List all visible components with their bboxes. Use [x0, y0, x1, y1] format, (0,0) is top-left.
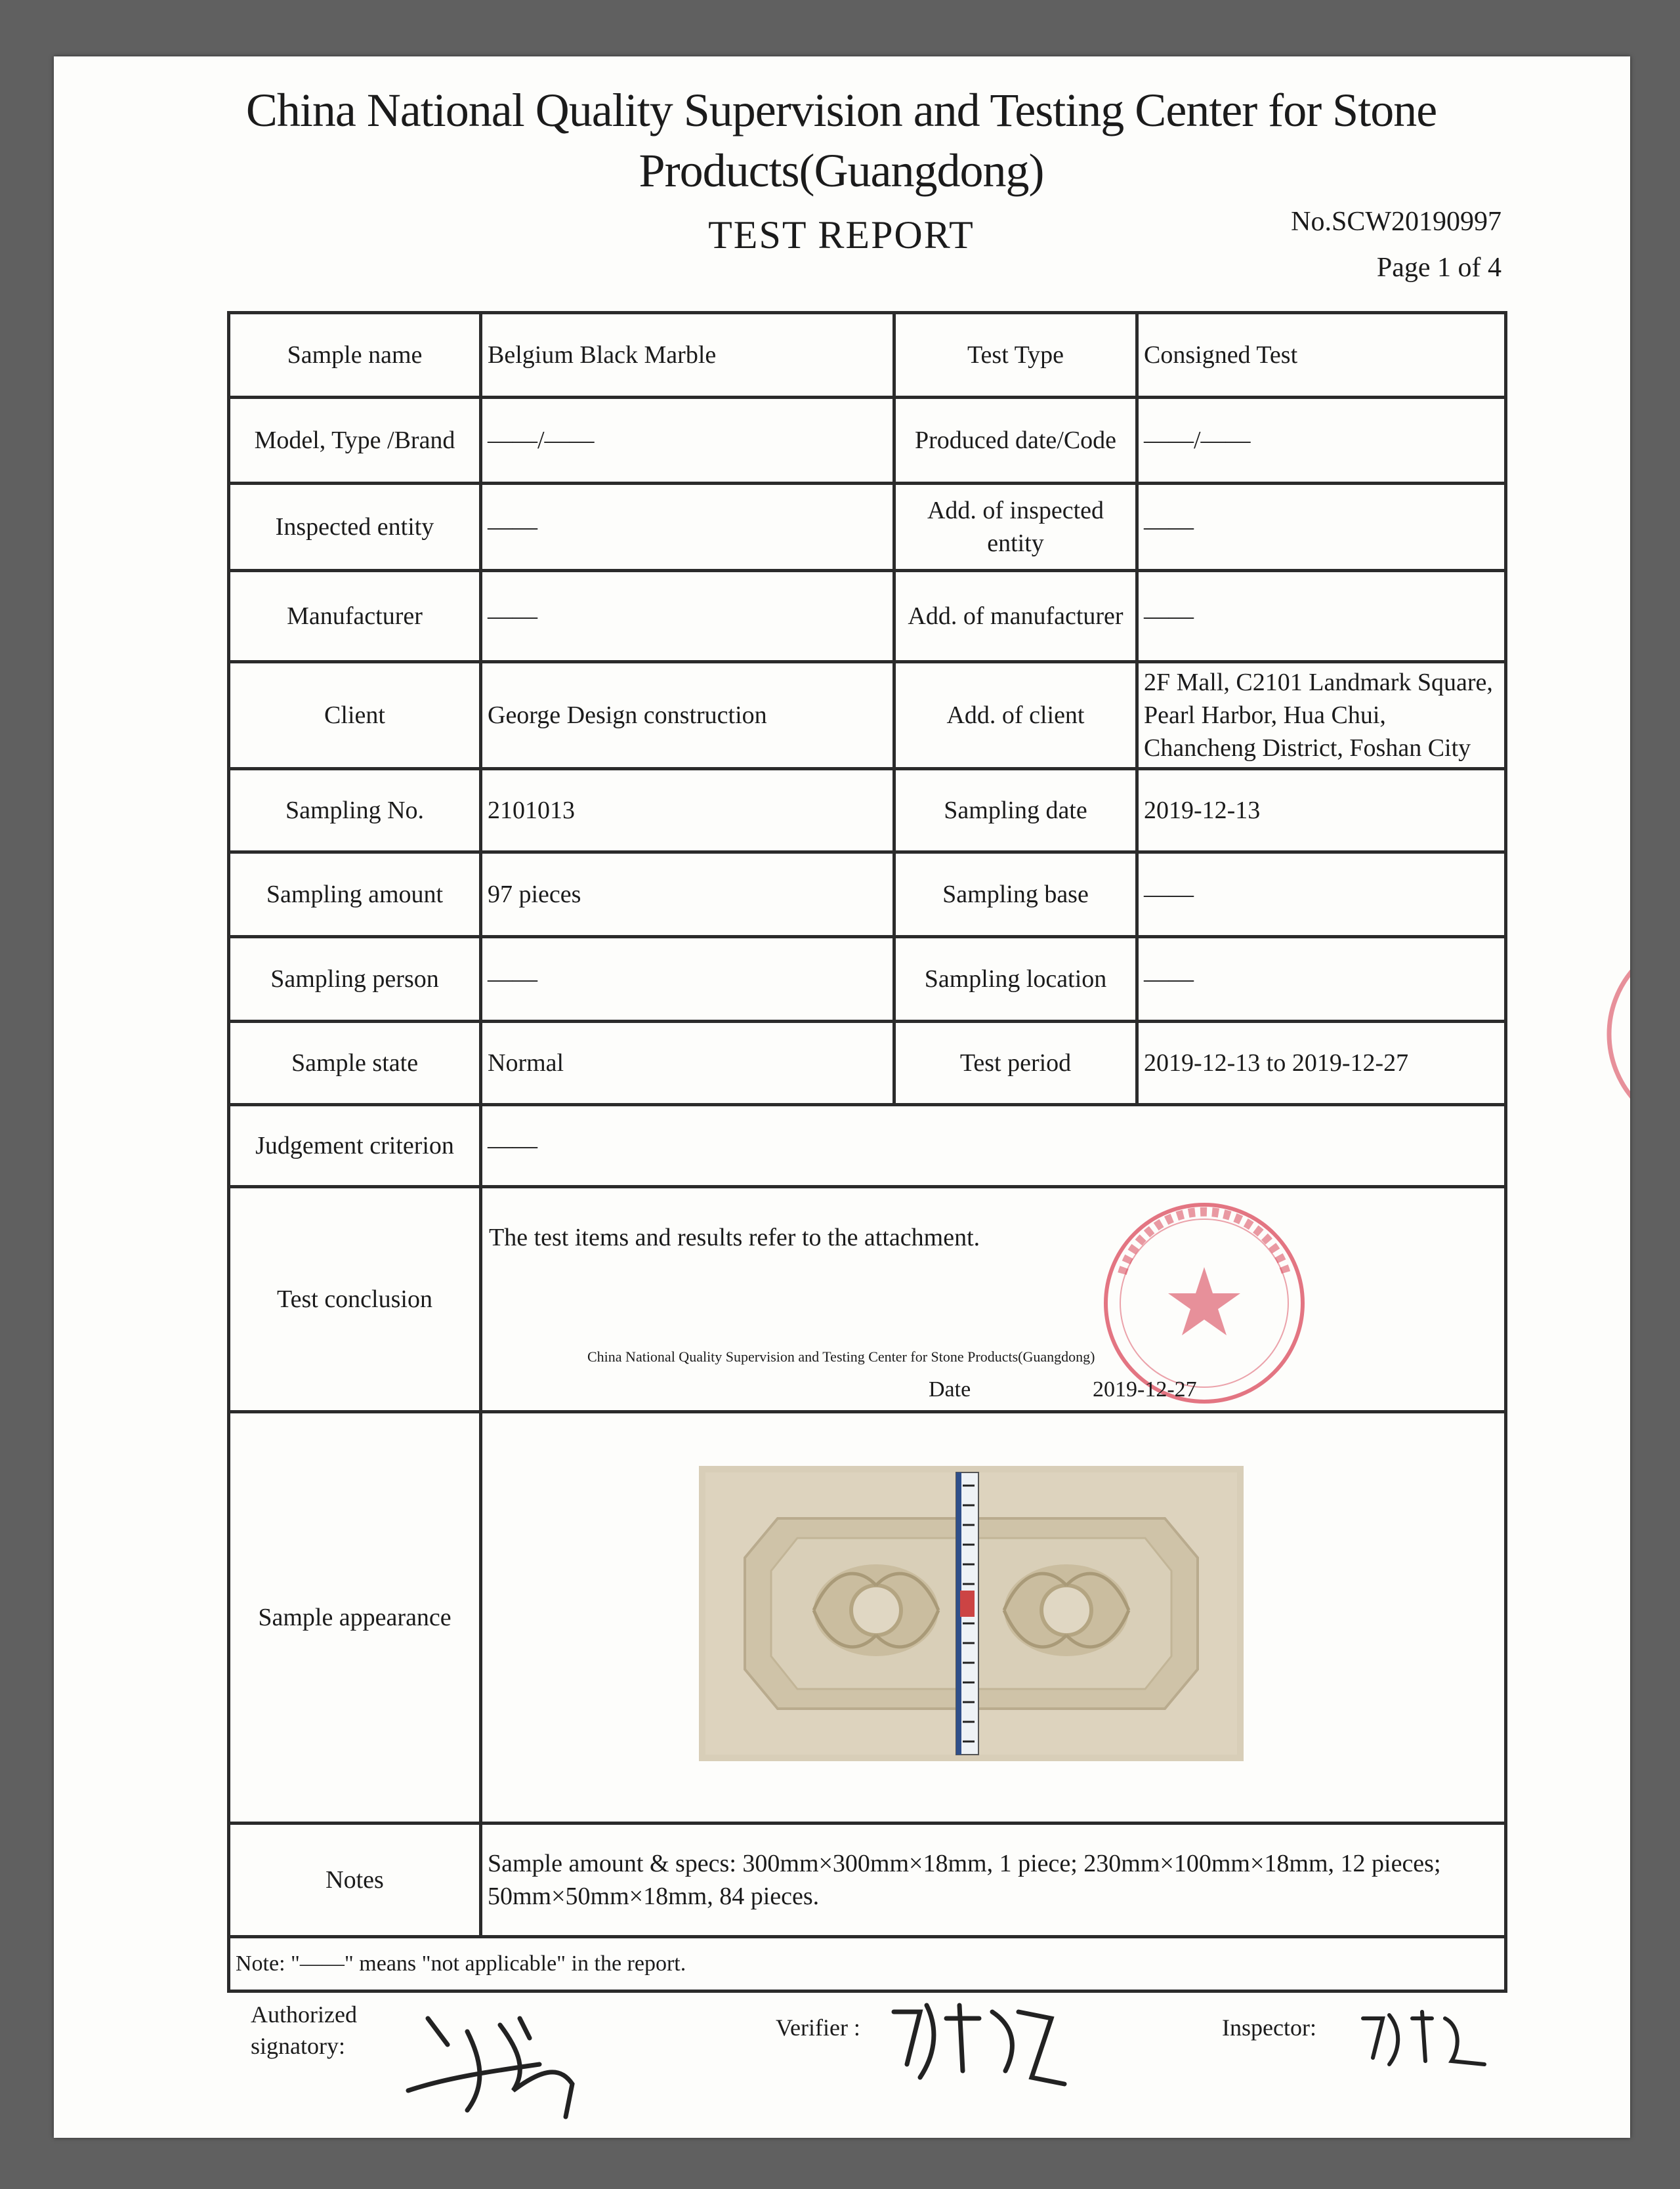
table-row [229, 769, 1506, 852]
table-row [229, 852, 1506, 937]
client-address-label: Add. of client [894, 662, 1137, 769]
sampling-location-label: Sampling location [894, 937, 1137, 1022]
sample-name-value: Belgium Black Marble [481, 313, 894, 398]
table-row [229, 398, 1506, 484]
edge-seal-icon [1596, 923, 1630, 1146]
sample-appearance-cell [481, 1412, 1506, 1824]
page-indicator: Page 1 of 4 [1376, 253, 1502, 283]
carved-stone-sample-photo [699, 1466, 1244, 1761]
test-period-value: 2019-12-13 to 2019-12-27 [1137, 1022, 1506, 1105]
table-row [229, 484, 1506, 571]
manufacturer-address-label: Add. of manufacturer [894, 571, 1137, 662]
report-table [227, 311, 1507, 1993]
sampling-location-value: —— [1137, 937, 1506, 1022]
signature-block [224, 1992, 1511, 2137]
report-number: No.SCW20190997 [1291, 207, 1502, 237]
judgement-criterion-label: Judgement criterion [229, 1105, 481, 1187]
sampling-no-value: 2101013 [481, 769, 894, 852]
conclusion-date-label: Date [929, 1377, 971, 1402]
sampling-date-value: 2019-12-13 [1137, 769, 1506, 852]
test-type-label: Test Type [894, 313, 1137, 398]
test-type-value: Consigned Test [1137, 313, 1506, 398]
inspected-entity-address-label: Add. of inspected entity [894, 484, 1137, 571]
test-conclusion-label: Test conclusion [229, 1187, 481, 1412]
inspected-entity-value: —— [481, 484, 894, 571]
produced-date-code-value: ——/—— [1137, 398, 1506, 484]
sampling-amount-label: Sampling amount [229, 852, 481, 937]
organization-title: China National Quality Supervision and Testing Center for Stone Products(Guangdong) [245, 84, 1437, 197]
table-row [229, 662, 1506, 769]
table-row [229, 937, 1506, 1022]
verifier-label: Verifier : [776, 2014, 860, 2041]
manufacturer-value: —— [481, 571, 894, 662]
sampling-date-label: Sampling date [894, 769, 1137, 852]
verifier-signature-icon [881, 1992, 1078, 2091]
table-row [229, 1937, 1506, 1991]
table-row [229, 571, 1506, 662]
model-type-brand-label: Model, Type /Brand [229, 398, 481, 484]
inspected-entity-address-value: —— [1137, 484, 1506, 571]
produced-date-code-label: Produced date/Code [894, 398, 1137, 484]
sampling-person-value: —— [481, 937, 894, 1022]
authorized-signature-icon [388, 1992, 605, 2123]
manufacturer-address-value: —— [1137, 571, 1506, 662]
sample-state-label: Sample state [229, 1022, 481, 1105]
test-conclusion-cell [481, 1187, 1506, 1412]
testing-center-name: China National Quality Supervision and Testing Center for Stone Products(Guangdong) [587, 1348, 1095, 1365]
inspected-entity-label: Inspected entity [229, 484, 481, 571]
table-row [229, 1187, 1506, 1412]
table-row [229, 1105, 1506, 1187]
table-row [229, 313, 1506, 398]
test-report-page [54, 56, 1630, 2138]
notes-value: Sample amount & specs: 300mm×300mm×18mm, 1 piece; 230mm×100mm×18mm, 12 pieces; 50mm×50mm×18mm, 84 pieces. [481, 1824, 1506, 1937]
authorized-signatory-label: Authorized signatory: [251, 2001, 357, 2059]
manufacturer-label: Manufacturer [229, 571, 481, 662]
client-label: Client [229, 662, 481, 769]
notes-label: Notes [229, 1824, 481, 1937]
inspector-label: Inspector: [1222, 2014, 1316, 2041]
test-period-label: Test period [894, 1022, 1137, 1105]
conclusion-text: The test items and results refer to the attachment. [489, 1224, 980, 1251]
sampling-amount-value: 97 pieces [481, 852, 894, 937]
table-row [229, 1412, 1506, 1824]
client-address-value: 2F Mall, C2101 Landmark Square, Pearl Harbor, Hua Chui, Chancheng District, Foshan City [1137, 662, 1506, 769]
sampling-base-label: Sampling base [894, 852, 1137, 937]
sampling-person-label: Sampling person [229, 937, 481, 1022]
sampling-no-label: Sampling No. [229, 769, 481, 852]
client-value: George Design construction [481, 662, 894, 769]
judgement-criterion-value: —— [481, 1105, 1506, 1187]
sample-state-value: Normal [481, 1022, 894, 1105]
sample-name-label: Sample name [229, 313, 481, 398]
conclusion-date-value: 2019-12-27 [1093, 1377, 1197, 1402]
report-title: TEST REPORT [708, 213, 975, 257]
inspector-signature-icon [1353, 1999, 1498, 2071]
model-type-brand-value: ——/—— [481, 398, 894, 484]
sample-appearance-label: Sample appearance [229, 1412, 481, 1824]
footnote: Note: "——" means "not applicable" in the report. [229, 1937, 1506, 1991]
table-row [229, 1824, 1506, 1937]
sampling-base-value: —— [1137, 852, 1506, 937]
table-row [229, 1022, 1506, 1105]
